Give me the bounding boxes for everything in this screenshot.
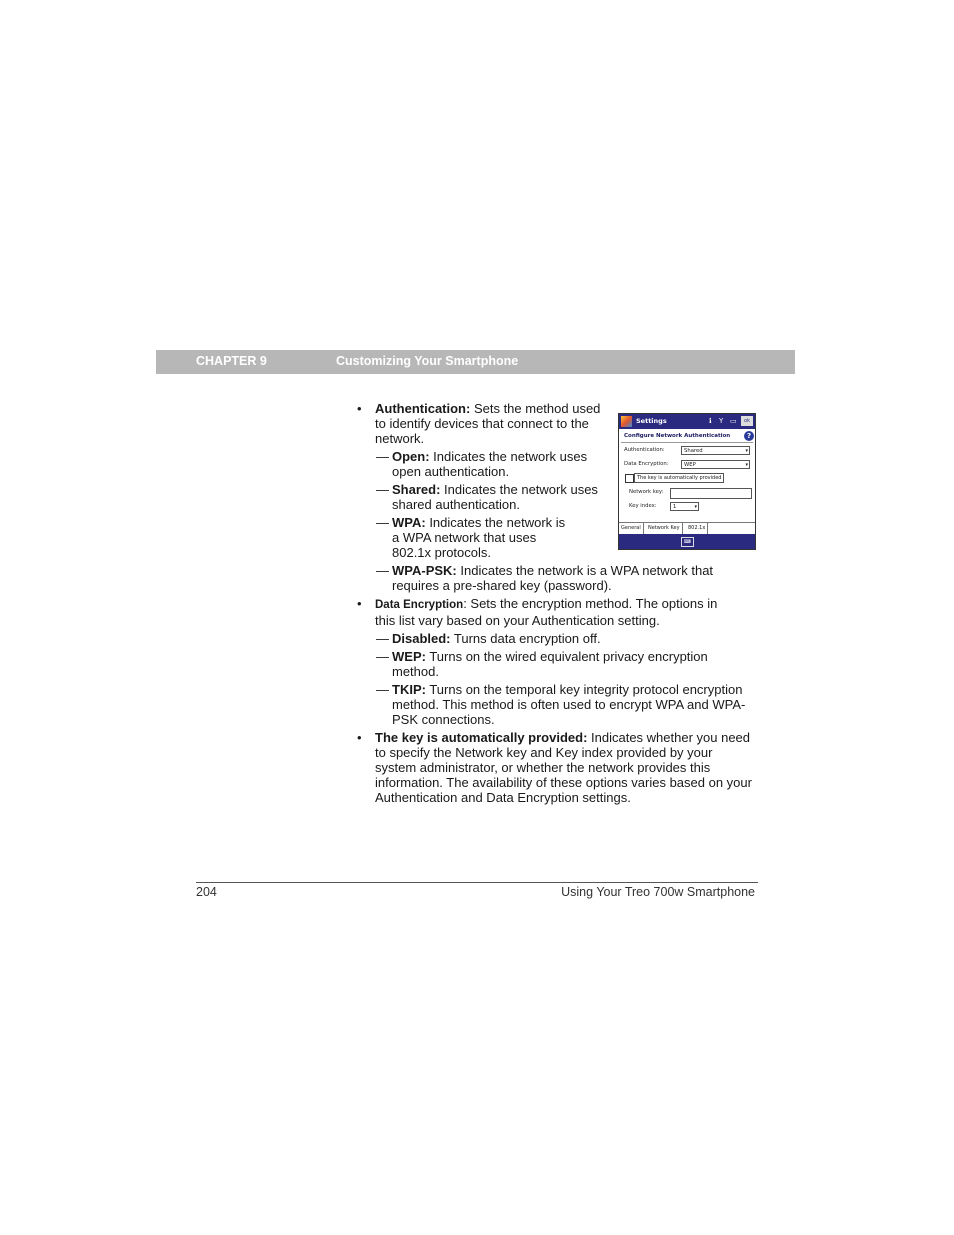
keyidx-label: Key index:	[629, 503, 657, 509]
body-text	[357, 401, 757, 808]
bullet-icon: •	[357, 730, 362, 745]
enc-label: Data Encryption:	[624, 461, 669, 467]
signal-icon: Y	[719, 417, 724, 425]
description: Indicates whether you need to specify the Network key and Key index provided by your system administrator, or whether the network provides this information. The availability of these options varies based on your Authentication and Data Encryption settings.	[375, 730, 752, 805]
chapter-number: CHAPTER 9	[196, 354, 267, 368]
description: Indicates the network is a WPA network that uses 802.1x protocols.	[392, 515, 566, 560]
description: Indicates the network uses shared authentication.	[392, 482, 598, 512]
tab-8021x: 802.1x	[686, 523, 708, 534]
chapter-title: Customizing Your Smartphone	[336, 354, 519, 368]
dropdown-arrow-icon: ▾	[694, 504, 697, 510]
dash-icon: —	[376, 649, 389, 664]
description: Indicates the network is a WPA network that requires a pre-shared key (password).	[392, 563, 714, 593]
list-item	[357, 563, 728, 593]
term: TKIP:	[392, 682, 426, 697]
list-item	[357, 730, 757, 805]
battery-icon: ▭	[730, 417, 737, 425]
description: Turns data encryption off.	[450, 631, 601, 646]
list-item	[357, 631, 757, 646]
list-item	[357, 449, 607, 479]
enc-value: WEP	[684, 462, 696, 468]
term: Shared:	[392, 482, 441, 497]
dash-icon: —	[376, 482, 389, 497]
netkey-label: Network key:	[629, 489, 664, 495]
dash-icon: —	[376, 449, 389, 464]
bullet-icon: •	[357, 401, 362, 416]
description: : Sets the encryption method. The options in this list vary based on your Authentication setting.	[375, 596, 718, 628]
list-item	[357, 596, 735, 628]
term: Open:	[392, 449, 430, 464]
list-item	[357, 649, 728, 679]
chapter-header	[156, 350, 795, 374]
keyidx-value: 1	[673, 504, 677, 510]
term: WPA-PSK:	[392, 563, 457, 578]
dropdown-arrow-icon: ▾	[745, 462, 748, 468]
description: Turns on the wired equivalent privacy encryption method.	[392, 649, 708, 679]
keyboard-icon: ⌨	[681, 537, 694, 547]
term: Authentication:	[375, 401, 471, 416]
description: Indicates the network uses open authentication.	[392, 449, 588, 479]
term: The key is automatically provided:	[375, 730, 588, 745]
bullet-icon: •	[357, 596, 362, 611]
list-item	[357, 482, 607, 512]
key-auto-label: The key is automatically provided	[634, 473, 724, 483]
tab-network-key: Network Key	[646, 523, 683, 534]
list-item	[357, 682, 757, 727]
screenshot-heading: Configure Network Authentication	[624, 433, 731, 439]
description: Turns on the temporal key integrity protocol encryption method. This method is often used to encrypt WPA and WPA-PSK connections.	[392, 682, 746, 727]
ok-button: ok	[741, 416, 753, 426]
term: WEP:	[392, 649, 426, 664]
term: Data Encryption	[375, 599, 464, 611]
term: WPA:	[392, 515, 426, 530]
screenshot-title: Settings	[636, 417, 667, 425]
list-item	[357, 401, 607, 446]
dash-icon: —	[376, 631, 389, 646]
term: Disabled:	[392, 631, 451, 646]
dash-icon: —	[376, 563, 389, 578]
list-item	[357, 515, 572, 560]
auth-label: Authentication:	[624, 447, 665, 453]
page-number: 204	[196, 885, 217, 899]
dash-icon: —	[376, 515, 389, 530]
help-icon: ?	[744, 431, 754, 441]
dropdown-arrow-icon: ▾	[745, 448, 748, 454]
tab-general: General	[619, 523, 644, 534]
dash-icon: —	[376, 682, 389, 697]
book-title: Using Your Treo 700w Smartphone	[561, 885, 755, 899]
info-icon: ℹ	[709, 417, 712, 425]
footer-divider	[196, 882, 758, 883]
auth-value: Shared	[684, 448, 703, 454]
description: Sets the method used to identify devices that connect to the network.	[375, 401, 601, 446]
